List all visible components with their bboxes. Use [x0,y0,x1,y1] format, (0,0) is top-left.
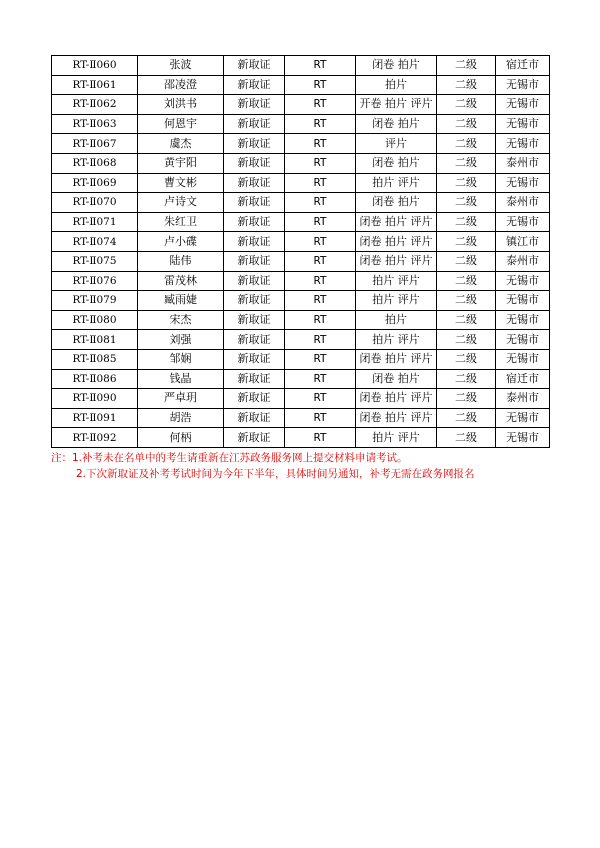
table-row [52,349,550,369]
level-cell: 二级 [437,75,496,95]
subjects-cell: 闭卷 拍片 [356,369,437,389]
subjects-cell: 闭卷 拍片 评片 [356,349,437,369]
subjects-cell: 开卷 拍片 评片 [356,95,437,115]
candidate-id-cell: RT-Ⅱ081 [52,330,138,350]
level-cell: 二级 [437,95,496,115]
exam-type-cell: 新取证 [224,232,285,252]
table-row [52,369,550,389]
method-cell: RT [285,291,356,311]
exam-type-cell: 新取证 [224,251,285,271]
candidate-id-cell: RT-Ⅱ071 [52,212,138,232]
method-cell: RT [285,349,356,369]
candidate-id-cell: RT-Ⅱ080 [52,310,138,330]
exam-roster-table [51,55,550,448]
table-row [52,251,550,271]
method-cell: RT [285,95,356,115]
method-cell: RT [285,330,356,350]
city-cell: 无锡市 [496,212,550,232]
candidate-name-cell: 雷茂林 [138,271,224,291]
candidate-name-cell: 黄宇阳 [138,153,224,173]
candidate-id-cell: RT-Ⅱ061 [52,75,138,95]
candidate-name-cell: 胡浩 [138,408,224,428]
exam-type-cell: 新取证 [224,349,285,369]
candidate-id-cell: RT-Ⅱ060 [52,56,138,76]
candidate-id-cell: RT-Ⅱ076 [52,271,138,291]
subjects-cell: 拍片 [356,310,437,330]
candidate-name-cell: 刘洪书 [138,95,224,115]
method-cell: RT [285,369,356,389]
candidate-id-cell: RT-Ⅱ063 [52,114,138,134]
city-cell: 泰州市 [496,389,550,409]
table-row [52,75,550,95]
method-cell: RT [285,310,356,330]
note-line-2: 2.下次新取证及补考考试时间为今年下半年，具体时间另通知，补考无需在政务网报名 [76,468,475,480]
candidate-name-cell: 虞杰 [138,134,224,154]
candidate-id-cell: RT-Ⅱ068 [52,153,138,173]
level-cell: 二级 [437,56,496,76]
method-cell: RT [285,271,356,291]
level-cell: 二级 [437,153,496,173]
level-cell: 二级 [437,212,496,232]
level-cell: 二级 [437,389,496,409]
table-row [52,232,550,252]
city-cell: 无锡市 [496,134,550,154]
level-cell: 二级 [437,232,496,252]
city-cell: 无锡市 [496,173,550,193]
level-cell: 二级 [437,369,496,389]
table-body [52,56,550,448]
subjects-cell: 拍片 [356,75,437,95]
candidate-name-cell: 钱晶 [138,369,224,389]
exam-type-cell: 新取证 [224,330,285,350]
city-cell: 宿迁市 [496,56,550,76]
table-row [52,153,550,173]
candidate-name-cell: 陆伟 [138,251,224,271]
exam-type-cell: 新取证 [224,291,285,311]
method-cell: RT [285,114,356,134]
candidate-name-cell: 宋杰 [138,310,224,330]
level-cell: 二级 [437,408,496,428]
table-row [52,173,550,193]
method-cell: RT [285,408,356,428]
subjects-cell: 闭卷 拍片 [356,153,437,173]
subjects-cell: 拍片 评片 [356,291,437,311]
candidate-id-cell: RT-Ⅱ090 [52,389,138,409]
candidate-name-cell: 朱红卫 [138,212,224,232]
city-cell: 无锡市 [496,95,550,115]
subjects-cell: 拍片 评片 [356,428,437,448]
candidate-id-cell: RT-Ⅱ079 [52,291,138,311]
table-row [52,56,550,76]
level-cell: 二级 [437,114,496,134]
candidate-name-cell: 卢诗文 [138,193,224,213]
exam-roster-sheet [51,55,550,448]
table-row [52,212,550,232]
subjects-cell: 闭卷 拍片 评片 [356,251,437,271]
level-cell: 二级 [437,349,496,369]
candidate-name-cell: 何柄 [138,428,224,448]
table-row [52,330,550,350]
candidate-id-cell: RT-Ⅱ085 [52,349,138,369]
subjects-cell: 评片 [356,134,437,154]
table-row [52,193,550,213]
method-cell: RT [285,232,356,252]
subjects-cell: 拍片 评片 [356,271,437,291]
candidate-id-cell: RT-Ⅱ067 [52,134,138,154]
exam-type-cell: 新取证 [224,310,285,330]
candidate-id-cell: RT-Ⅱ070 [52,193,138,213]
subjects-cell: 闭卷 拍片 [356,56,437,76]
method-cell: RT [285,153,356,173]
exam-type-cell: 新取证 [224,134,285,154]
subjects-cell: 闭卷 拍片 [356,114,437,134]
level-cell: 二级 [437,330,496,350]
exam-type-cell: 新取证 [224,369,285,389]
candidate-name-cell: 邵凌澄 [138,75,224,95]
method-cell: RT [285,251,356,271]
method-cell: RT [285,389,356,409]
level-cell: 二级 [437,173,496,193]
candidate-id-cell: RT-Ⅱ086 [52,369,138,389]
exam-type-cell: 新取证 [224,428,285,448]
subjects-cell: 闭卷 拍片 评片 [356,212,437,232]
table-row [52,389,550,409]
level-cell: 二级 [437,134,496,154]
subjects-cell: 拍片 评片 [356,330,437,350]
table-row [52,114,550,134]
candidate-id-cell: RT-Ⅱ074 [52,232,138,252]
city-cell: 泰州市 [496,251,550,271]
table-row [52,134,550,154]
notes-block [51,450,475,482]
exam-type-cell: 新取证 [224,75,285,95]
city-cell: 无锡市 [496,349,550,369]
city-cell: 泰州市 [496,193,550,213]
level-cell: 二级 [437,193,496,213]
note-line-1: 注：1.补考未在名单中的考生请重新在江苏政务服务网上提交材料申请考试。 [51,452,408,464]
city-cell: 无锡市 [496,114,550,134]
method-cell: RT [285,173,356,193]
level-cell: 二级 [437,251,496,271]
city-cell: 宿迁市 [496,369,550,389]
city-cell: 无锡市 [496,75,550,95]
subjects-cell: 闭卷 拍片 评片 [356,232,437,252]
subjects-cell: 拍片 评片 [356,173,437,193]
exam-type-cell: 新取证 [224,408,285,428]
subjects-cell: 闭卷 拍片 [356,193,437,213]
candidate-name-cell: 曹文彬 [138,173,224,193]
level-cell: 二级 [437,291,496,311]
method-cell: RT [285,75,356,95]
level-cell: 二级 [437,271,496,291]
candidate-name-cell: 张波 [138,56,224,76]
exam-type-cell: 新取证 [224,389,285,409]
candidate-id-cell: RT-Ⅱ091 [52,408,138,428]
subjects-cell: 闭卷 拍片 评片 [356,389,437,409]
exam-type-cell: 新取证 [224,271,285,291]
candidate-name-cell: 臧雨婕 [138,291,224,311]
table-row [52,271,550,291]
table-row [52,408,550,428]
method-cell: RT [285,193,356,213]
table-row [52,310,550,330]
method-cell: RT [285,428,356,448]
exam-type-cell: 新取证 [224,173,285,193]
exam-type-cell: 新取证 [224,212,285,232]
level-cell: 二级 [437,428,496,448]
city-cell: 无锡市 [496,271,550,291]
table-row [52,428,550,448]
exam-type-cell: 新取证 [224,56,285,76]
candidate-id-cell: RT-Ⅱ075 [52,251,138,271]
candidate-name-cell: 刘强 [138,330,224,350]
exam-type-cell: 新取证 [224,193,285,213]
candidate-name-cell: 邹娴 [138,349,224,369]
candidate-id-cell: RT-Ⅱ062 [52,95,138,115]
candidate-id-cell: RT-Ⅱ069 [52,173,138,193]
table-row [52,95,550,115]
level-cell: 二级 [437,310,496,330]
candidate-name-cell: 卢小碟 [138,232,224,252]
city-cell: 无锡市 [496,330,550,350]
city-cell: 泰州市 [496,153,550,173]
subjects-cell: 闭卷 拍片 评片 [356,408,437,428]
method-cell: RT [285,134,356,154]
exam-type-cell: 新取证 [224,95,285,115]
method-cell: RT [285,212,356,232]
method-cell: RT [285,56,356,76]
candidate-name-cell: 何恩宇 [138,114,224,134]
city-cell: 镇江市 [496,232,550,252]
city-cell: 无锡市 [496,428,550,448]
candidate-name-cell: 严卓玥 [138,389,224,409]
city-cell: 无锡市 [496,310,550,330]
city-cell: 无锡市 [496,291,550,311]
exam-type-cell: 新取证 [224,153,285,173]
exam-type-cell: 新取证 [224,114,285,134]
city-cell: 无锡市 [496,408,550,428]
candidate-id-cell: RT-Ⅱ092 [52,428,138,448]
table-row [52,291,550,311]
